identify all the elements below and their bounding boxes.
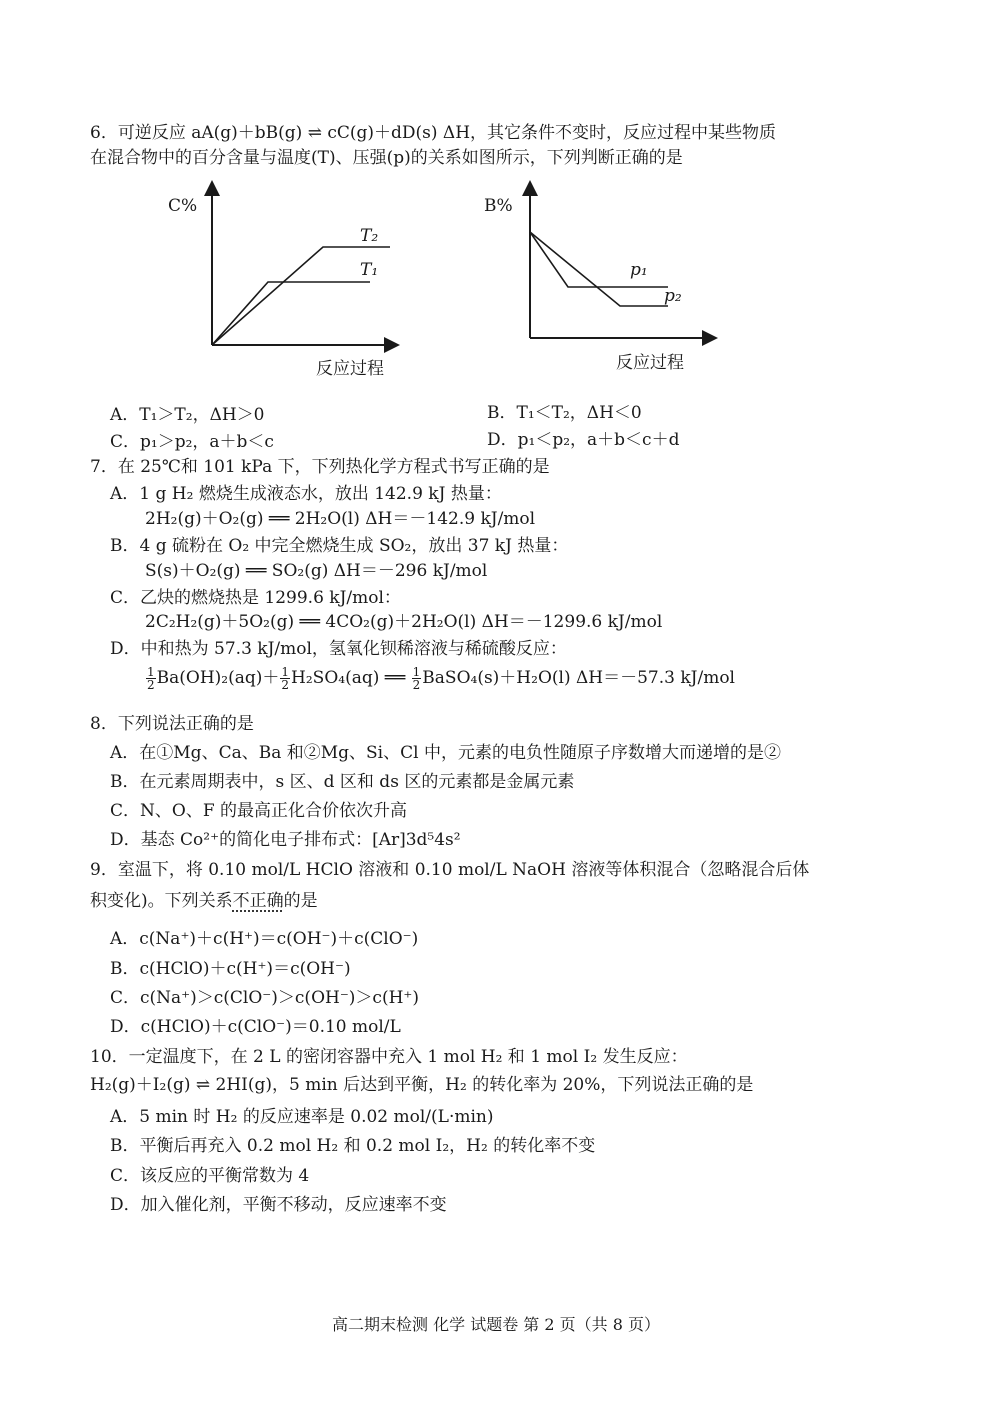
q7-stem: 7．在 25℃和 101 kPa 下，下列热化学方程式书写正确的是 [90,457,550,477]
graph1-xlabel: 反应过程 [316,359,384,379]
q10-option-d: D．加入催化剂，平衡不移动，反应速率不变 [110,1195,447,1215]
q9-emphasis-not-correct: 不正确 [232,891,284,911]
q8-option-b: B．在元素周期表中，s 区、d 区和 ds 区的元素都是金属元素 [110,772,575,792]
q6-option-d: D．p₁＜p₂，a＋b＜c＋d [487,430,680,450]
q6-option-b: B．T₁＜T₂，ΔH＜0 [487,403,642,423]
graph2-label-p1: p₁ [630,260,648,280]
graph2-label-p2: p₂ [664,286,682,306]
q9-option-b: B．c(HClO)＋c(H⁺)＝c(OH⁻) [110,959,351,979]
fraction-half-3: $\frac{1}{2}$ [412,665,421,692]
graph1-curve-t1 [212,282,370,345]
graph2-ylabel: B% [484,196,513,216]
q10-option-a: A．5 min 时 H₂ 的反应速率是 0.02 mol/(L·min) [110,1107,494,1127]
q7-option-d-eq: $\frac{1}{2}$ Ba(OH)₂(aq)＋ $\frac{1}{2}$ H₂SO₄(aq) ══ $\frac{1}{2}$ BaSO₄(s)＋H₂O(l) ΔH＝－57.3 kJ/mol [147,665,735,692]
q6-graph-pressure [478,180,718,380]
q7-option-a-eq: 2H₂(g)＋O₂(g) ══ 2H₂O(l) ΔH＝－142.9 kJ/mol [145,509,536,529]
q10-option-b: B．平衡后再充入 0.2 mol H₂ 和 0.2 mol I₂，H₂ 的转化率不变 [110,1136,596,1156]
q6-option-a: A．T₁＞T₂，ΔH＞0 [110,405,265,425]
q9-option-c: C．c(Na⁺)＞c(ClO⁻)＞c(OH⁻)＞c(H⁺) [110,988,420,1008]
q8-stem: 8．下列说法正确的是 [90,714,254,734]
q10-stem-line1: 10．一定温度下，在 2 L 的密闭容器中充入 1 mol H₂ 和 1 mol I₂ 发生反应： [90,1047,688,1067]
graph1-label-t1: T₁ [360,260,379,280]
q7-option-c-desc: C．乙炔的燃烧热是 1299.6 kJ/mol： [110,588,401,608]
page-footer: 高二期末检测 化学 试题卷 第 2 页（共 8 页） [332,1315,660,1334]
q7-option-b-eq: S(s)＋O₂(g) ══ SO₂(g) ΔH＝－296 kJ/mol [145,561,488,581]
q10-option-c: C．该反应的平衡常数为 4 [110,1166,310,1186]
q9-stem-line2: 积变化)。下列关系不正确的是 [90,891,318,911]
graph2-xlabel: 反应过程 [616,353,684,373]
q8-option-c: C．N、O、F 的最高正化合价依次升高 [110,801,408,821]
q7-option-d-desc: D．中和热为 57.3 kJ/mol，氢氧化钡稀溶液与稀硫酸反应： [110,639,567,659]
q7-option-b-desc: B．4 g 硫粉在 O₂ 中完全燃烧生成 SO₂，放出 37 kJ 热量： [110,536,569,556]
fraction-half-2: $\frac{1}{2}$ [281,665,290,692]
q6-stem-line2: 在混合物中的百分含量与温度(T)、压强(p)的关系如图所示，下列判断正确的是 [90,148,683,168]
q6-graph-temperature [160,180,400,380]
fraction-half-1: $\frac{1}{2}$ [147,665,155,692]
q9-stem-line1: 9．室温下，将 0.10 mol/L HClO 溶液和 0.10 mol/L NaOH 溶液等体积混合（忽略混合后体 [90,860,810,880]
q6-option-c: C．p₁＞p₂，a＋b＜c [110,432,274,452]
q8-option-d: D．基态 Co²⁺的简化电子排布式：[Ar]3d⁵4s² [110,830,461,850]
q9-option-a: A．c(Na⁺)＋c(H⁺)＝c(OH⁻)＋c(ClO⁻) [110,929,419,949]
graph1-ylabel: C% [168,196,198,216]
q10-stem-line2: H₂(g)＋I₂(g) ⇌ 2HI(g)，5 min 后达到平衡，H₂ 的转化率为 20%，下列说法正确的是 [90,1075,754,1095]
q7-option-c-eq: 2C₂H₂(g)＋5O₂(g) ══ 4CO₂(g)＋2H₂O(l) ΔH＝－1299.6 kJ/mol [145,612,663,632]
q8-option-a: A．在①Mg、Ca、Ba 和②Mg、Si、Cl 中，元素的电负性随原子序数增大而递增的是② [110,743,781,763]
q9-option-d: D．c(HClO)＋c(ClO⁻)＝0.10 mol/L [110,1017,401,1037]
q6-stem-line1: 6．可逆反应 aA(g)＋bB(g) ⇌ cC(g)＋dD(s) ΔH，其它条件不变时，反应过程中某些物质 [90,123,777,143]
q7-option-a-desc: A．1 g H₂ 燃烧生成液态水，放出 142.9 kJ 热量： [110,484,502,504]
graph1-label-t2: T₂ [360,226,379,246]
